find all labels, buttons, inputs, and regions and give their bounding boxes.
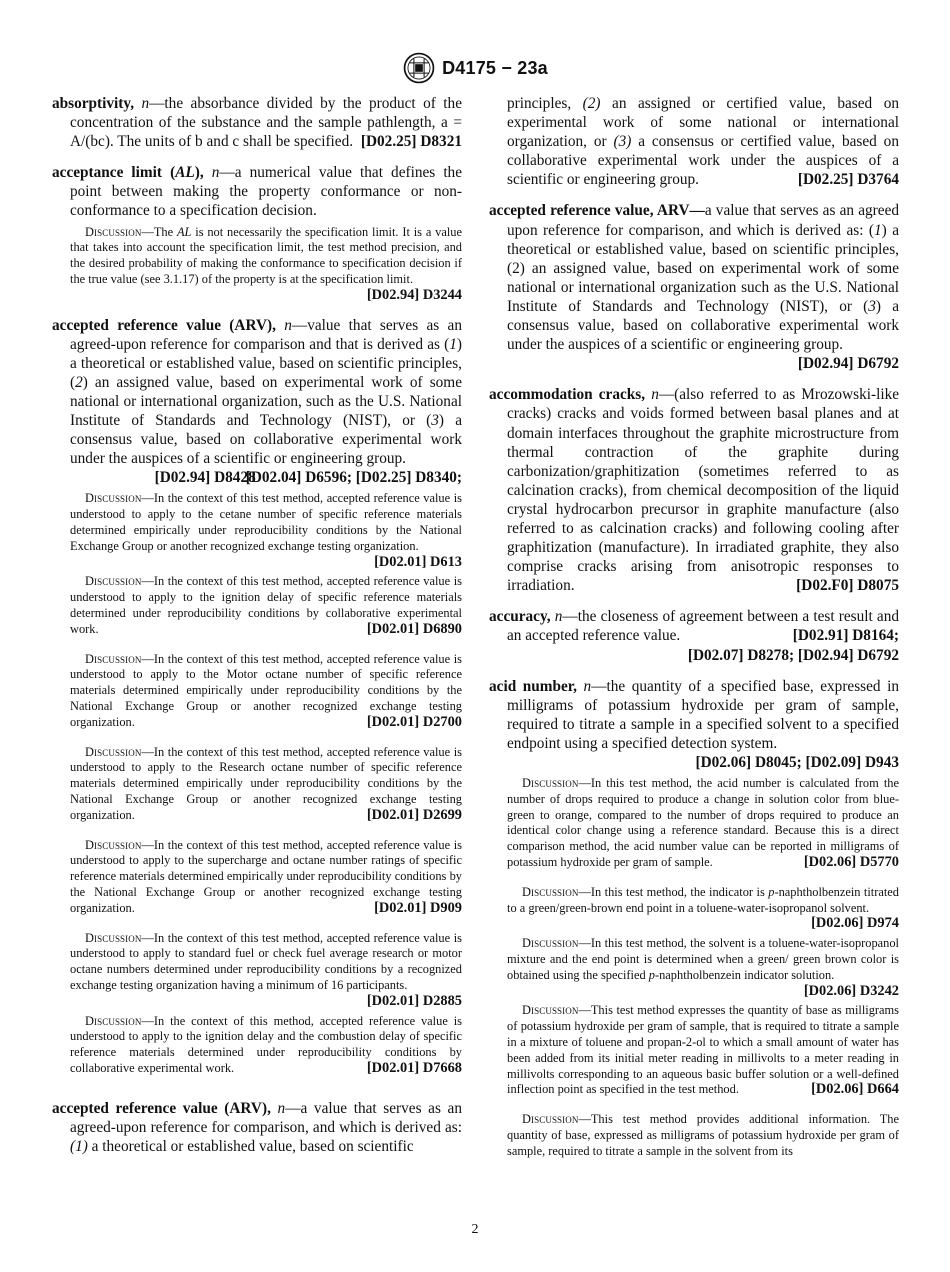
standard-designation: D4175 − 23a (442, 57, 548, 78)
committee-ref: [D02.01] D2885 (366, 992, 462, 1009)
term: accommodation cracks, (489, 386, 646, 404)
term: accepted reference value, ARV— (489, 202, 705, 220)
discussion: Discussion—In the context of this test method, accepted reference value is understood to apply to the Motor octane number of specific reference materials determined empirically under reproducibility conditions by the National Exchange Group or another recognized exchange testing organization. [D02.01] D2700 (70, 651, 462, 730)
discussion: Discussion—In the context of this test method, accepted reference value is understood to apply to the supercharge and octane number ratings of specific reference materials determined empirically under reproducibility conditions by the National Exchange Group or another recognized exchange testing organization. [D02.01] D909 (70, 837, 462, 916)
discussion: Discussion—In this test method, the acid number is calculated from the number of drops required to produce a change in solution color from blue-green to orange, compared to the number of drops required to produce an identical color change using a reference standard. Because this is a direct comparison method, the acid number value can be reported in milligrams of potassium hydroxide per gram of sample. [D02.06] D5770 (507, 776, 899, 871)
part-of-speech: n (211, 164, 220, 182)
discussion: Discussion—This test method provides additional information. The quantity of base, expressed as milligrams of potassium hydroxide per gram of sample, required to titrate a sample in the solvent from its (507, 1112, 899, 1158)
committee-ref: [D02.04] D6596; [D02.25] D8340; (245, 469, 462, 487)
committee-ref: [D02.94] D8428 (154, 469, 256, 487)
committee-ref: [D02.01] D2699 (366, 806, 462, 823)
discussion: Discussion—This test method expresses the quantity of base as milligrams of potassium hydroxide per gram of sample, that is required to titrate a sample in a mixture of toluene and propan-2-ol to which a small amount of water has been added from its initial meter reading in millivolts to a meter reading in millivolts corresponding to an aqueous basic buffer solution or a well-defined inflection point as specified in the test method. [D02.06] D664 (507, 1003, 899, 1098)
entry-acceptance-limit (52, 163, 462, 303)
term: accuracy, (489, 608, 551, 626)
committee-ref: [D02.94] D3244 (366, 286, 462, 303)
definition-text: —the absorbance divided by the product of the concentration of the substance and the sample pathlength, a = A/(bc). The units of b and c shall be specified. (70, 95, 462, 151)
left-column (52, 94, 462, 1168)
entry-accepted-reference-value-2: accepted reference value (ARV), n—a value that serves as an agreed-upon reference for comparison, and which is derived as: (1) a theoretical or established value, based on scientific (52, 1099, 462, 1155)
part-of-speech: n (141, 95, 150, 112)
discussion: Discussion—In the context of this test method, accepted reference value is understood to apply to standard fuel or check fuel average research or motor octane numbers determined under reproducibility conditions by a recognized exchange testing organization having a minimum of 16 participants. [D02.01] D2885 (70, 930, 462, 1009)
entry-accuracy: accuracy, n—the closeness of agreement between a test result and an accepted reference value. [D02.91] D8164; [D02.07] D8278; [D02.94] D6792 (489, 608, 900, 664)
right-column (489, 94, 899, 1172)
term: accepted reference value (ARV), (52, 1099, 271, 1117)
part-of-speech: n (284, 316, 292, 334)
page-number: 2 (471, 1222, 479, 1237)
committee-ref: [D02.25] D3764 (797, 171, 899, 189)
committee-ref: [D02.01] D613 (374, 553, 462, 570)
committee-ref: [D02.07] D8278; [D02.94] D6792 (687, 646, 899, 664)
term: acceptance limit (AL), (52, 164, 204, 182)
committee-ref: [D02.94] D6792 (797, 355, 899, 373)
committee-ref: [D02.01] D7668 (366, 1059, 462, 1076)
committee-ref: [D02.06] D8045; [D02.09] D943 (695, 754, 899, 771)
committee-ref: [D02.06] D3242 (803, 982, 899, 999)
entry-accommodation-cracks: accommodation cracks, n—(also referred to as Mrozowski-like cracks) cracks and voids formed between basal planes and at domain interfaces throughout the graphite microstructure from thermal contraction of the graphite during carbonization/graphitization (sometimes referred to as calcination cracks), from chemical decomposition of the liquid crystal hydrocarbon precursor in graphite manufacture (also referred to as calcination cracks) and following cooling after graphitization (manufacture). In irradiated graphite, they also comprise cracks arising from anisotropic responses to irradiation. [D02.F0] D8075 (489, 386, 900, 595)
term: acid number, (489, 677, 577, 695)
committee-ref: [D02.25] D8321 (360, 133, 462, 151)
page-header (0, 52, 950, 84)
entry-continuation: principles, (2) an assigned or certified value, based on experimental work of some national or international organization, or (3) a consensus or certified value, based on collaborative experimental work under the auspices of a scientific or engineering group. [D02.25] D3764 (507, 95, 899, 189)
committee-ref: [D02.01] D2700 (366, 713, 462, 730)
definition-text: —a numerical value that defines the point between making the property conformance or non-conformance to a specification decision. (70, 164, 463, 220)
committee-ref: [D02.01] D909 (374, 899, 462, 916)
committee-ref: [D02.91] D8164; (792, 627, 899, 645)
entry-accepted-reference-value-arv: accepted reference value, ARV—a value that serves as an agreed upon reference for comparison, and which is derived as: (1) a theoretical or established value, based on scientific principles, (2) an assigned value, based on experimental work of some national or international organization such as the U.S. National Institute of Standards and Technology (NIST), or (3) a consensus value, based on collaborative experimental work under the auspices of a scientific or engineering group. [D02.94] D6792 (489, 202, 900, 373)
term: accepted reference value (ARV), (52, 316, 276, 334)
committee-ref: [D02.06] D5770 (803, 854, 899, 871)
committee-ref: [D02.F0] D8075 (796, 577, 899, 595)
discussion: Discussion—In the context of this test method, accepted reference value is understood to apply to the Research octane number of specific reference materials determined empirically under reproducibility conditions by the National Exchange Group or another recognized exchange testing organization. [D02.01] D2699 (70, 744, 462, 823)
discussion: Discussion—In this test method, the indicator is p-naphtholbenzein titrated to a green/green-brown end point in a toluene-water-isopropanol solvent. [D02.06] D974 (507, 884, 900, 932)
committee-ref: [D02.06] D664 (811, 1081, 899, 1098)
discussion: Discussion—In the context of this test method, accepted reference value is understood to apply to the cetane number of specific reference materials determined empirically under reproducibility conditions by the National Exchange Group or another recognized exchange testing organization. [D02.01] D613 (70, 491, 462, 570)
committee-ref: [D02.01] D6890 (366, 620, 462, 637)
entry-acid-number: acid number, n—the quantity of a specified base, expressed in milligrams of potassium hydroxide per gram of sample, required to titrate a sample in a specified solvent to a specified endpoint using a specified detection system. [D02.06] D8045; [D02.09] D943 Discussion—In this test method, the acid number is calculated from the number of drops required to produce a change in solution color from blue-green to orange, compared to the number of drops required to produce an identical color change using a reference standard. Because this is a direct comparison method, the acid number value can be reported in milligrams of potassium hydroxide per gram of sample. [D02.06] D5770 Discussion—In this test method, the indicator is p-naphtholbenzein titrated to a green/green-brown end point in a toluene-water-isopropanol solvent. [D02.06] D974 Discussion—In this test method, the solvent is a toluene-water-isopropanol mixture and the end point is determined when a green/ green brown color is obtained using the specified p-naphtholbenzein indicator solution. [D02.06] D3242 Discussion—This test method expresses the quantity of base as milligrams of potassium hydroxide per gram of sample, that is required to titrate a sample in a mixture of toluene and propan-2-ol to which a small amount of water has been added from its initial meter reading in millivolts to a meter reading in millivolts corresponding to an aqueous basic buffer solution or a well-defined inflection point as specified in the test method. [D02.06] D664 Discussion—This test method provides additional information. The quantity of base, expressed as milligrams of potassium hydroxide per gram of sample, required to titrate a sample in the solvent from its (489, 677, 900, 1158)
astm-logo-icon (402, 51, 436, 85)
term: absorptivity, (52, 95, 135, 112)
discussion: Discussion—In the context of this method, accepted reference value is understood to apply to the ignition delay and the combustion delay of specific reference materials determined under reproducibility conditions by collaborative experimental work. [D02.01] D7668 (70, 1013, 462, 1076)
committee-ref: [D02.06] D974 (811, 915, 899, 932)
part-of-speech: n (277, 1099, 286, 1117)
entry-accepted-reference-value: accepted reference value (ARV), n—value that serves as an agreed-upon reference for comparison and that is derived as (1) a theoretical or established value, based on scientific principles, (2) an assigned value, based on experimental work of some national or international organization, such as the U.S. National Institute of Standards and Technology (NIST), or (3) a consensus value, based on collaborative experimental work under the auspices of a scientific or engineering group. [D02.04] D6596; [D02.25] D8340; [D02.94] D8428 Discussion—In the context of this test method, accepted reference value is understood to apply to the cetane number of specific reference materials determined empirically under reproducibility conditions by the National Exchange Group or another recognized exchange testing organization. [D02.01] D613 Discussion—In the context of this test method, accepted reference value is understood to apply to the ignition delay of specific reference materials determined under reproducibility conditions by collaborative experimental work. [D02.01] D6890 Discussion—In the context of this test method, accepted reference value is understood to apply to the Motor octane number of specific reference materials determined empirically under reproducibility conditions by the National Exchange Group or another recognized exchange testing organization. [D02.01] D2700 Discussion—In the context of this test method, accepted reference value is understood to apply to the Research octane number of specific reference materials determined empirically under reproducibility conditions by the National Exchange Group or another recognized exchange testing organization. [D02.01] D2699 Discussion—In the context of this test method, accepted reference value is understood to apply to the supercharge and octane number ratings of specific reference materials determined empirically under reproducibility conditions by the National Exchange Group or another recognized exchange testing organization. [D02.01] D909 Discussion—In the context of this test method, accepted reference value is understood to apply to standard fuel or check fuel average research or motor octane numbers determined under reproducibility conditions by a recognized exchange testing organization having a minimum of 16 participants. [D02.01] D2885 Discussion—In the context of this method, accepted reference value is understood to apply to the ignition delay and the combustion delay of specific reference materials determined under reproducibility conditions by collaborative experimental work. [D02.01] D7668 (52, 316, 462, 1076)
discussion: Discussion—In this test method, the solvent is a toluene-water-isopropanol mixture and the end point is determined when a green/ green brown color is obtained using the specified p-naphtholbenzein indicator solution. [D02.06] D3242 (507, 936, 899, 999)
entry-absorptivity (52, 94, 462, 151)
discussion: Discussion—The AL is not necessarily the specification limit. It is a value that takes into account the specification limit, the test method precision, and the desired probability of making the conformance to specification decision if the true value (see 3.1.17) of the property is at the specification limit. [D02.94] D3244 (70, 224, 462, 303)
discussion: Discussion—In the context of this test method, accepted reference value is understood to apply to the ignition delay of specific reference materials determined under reproducibility conditions by collaborative experimental work. [D02.01] D6890 (70, 574, 462, 637)
